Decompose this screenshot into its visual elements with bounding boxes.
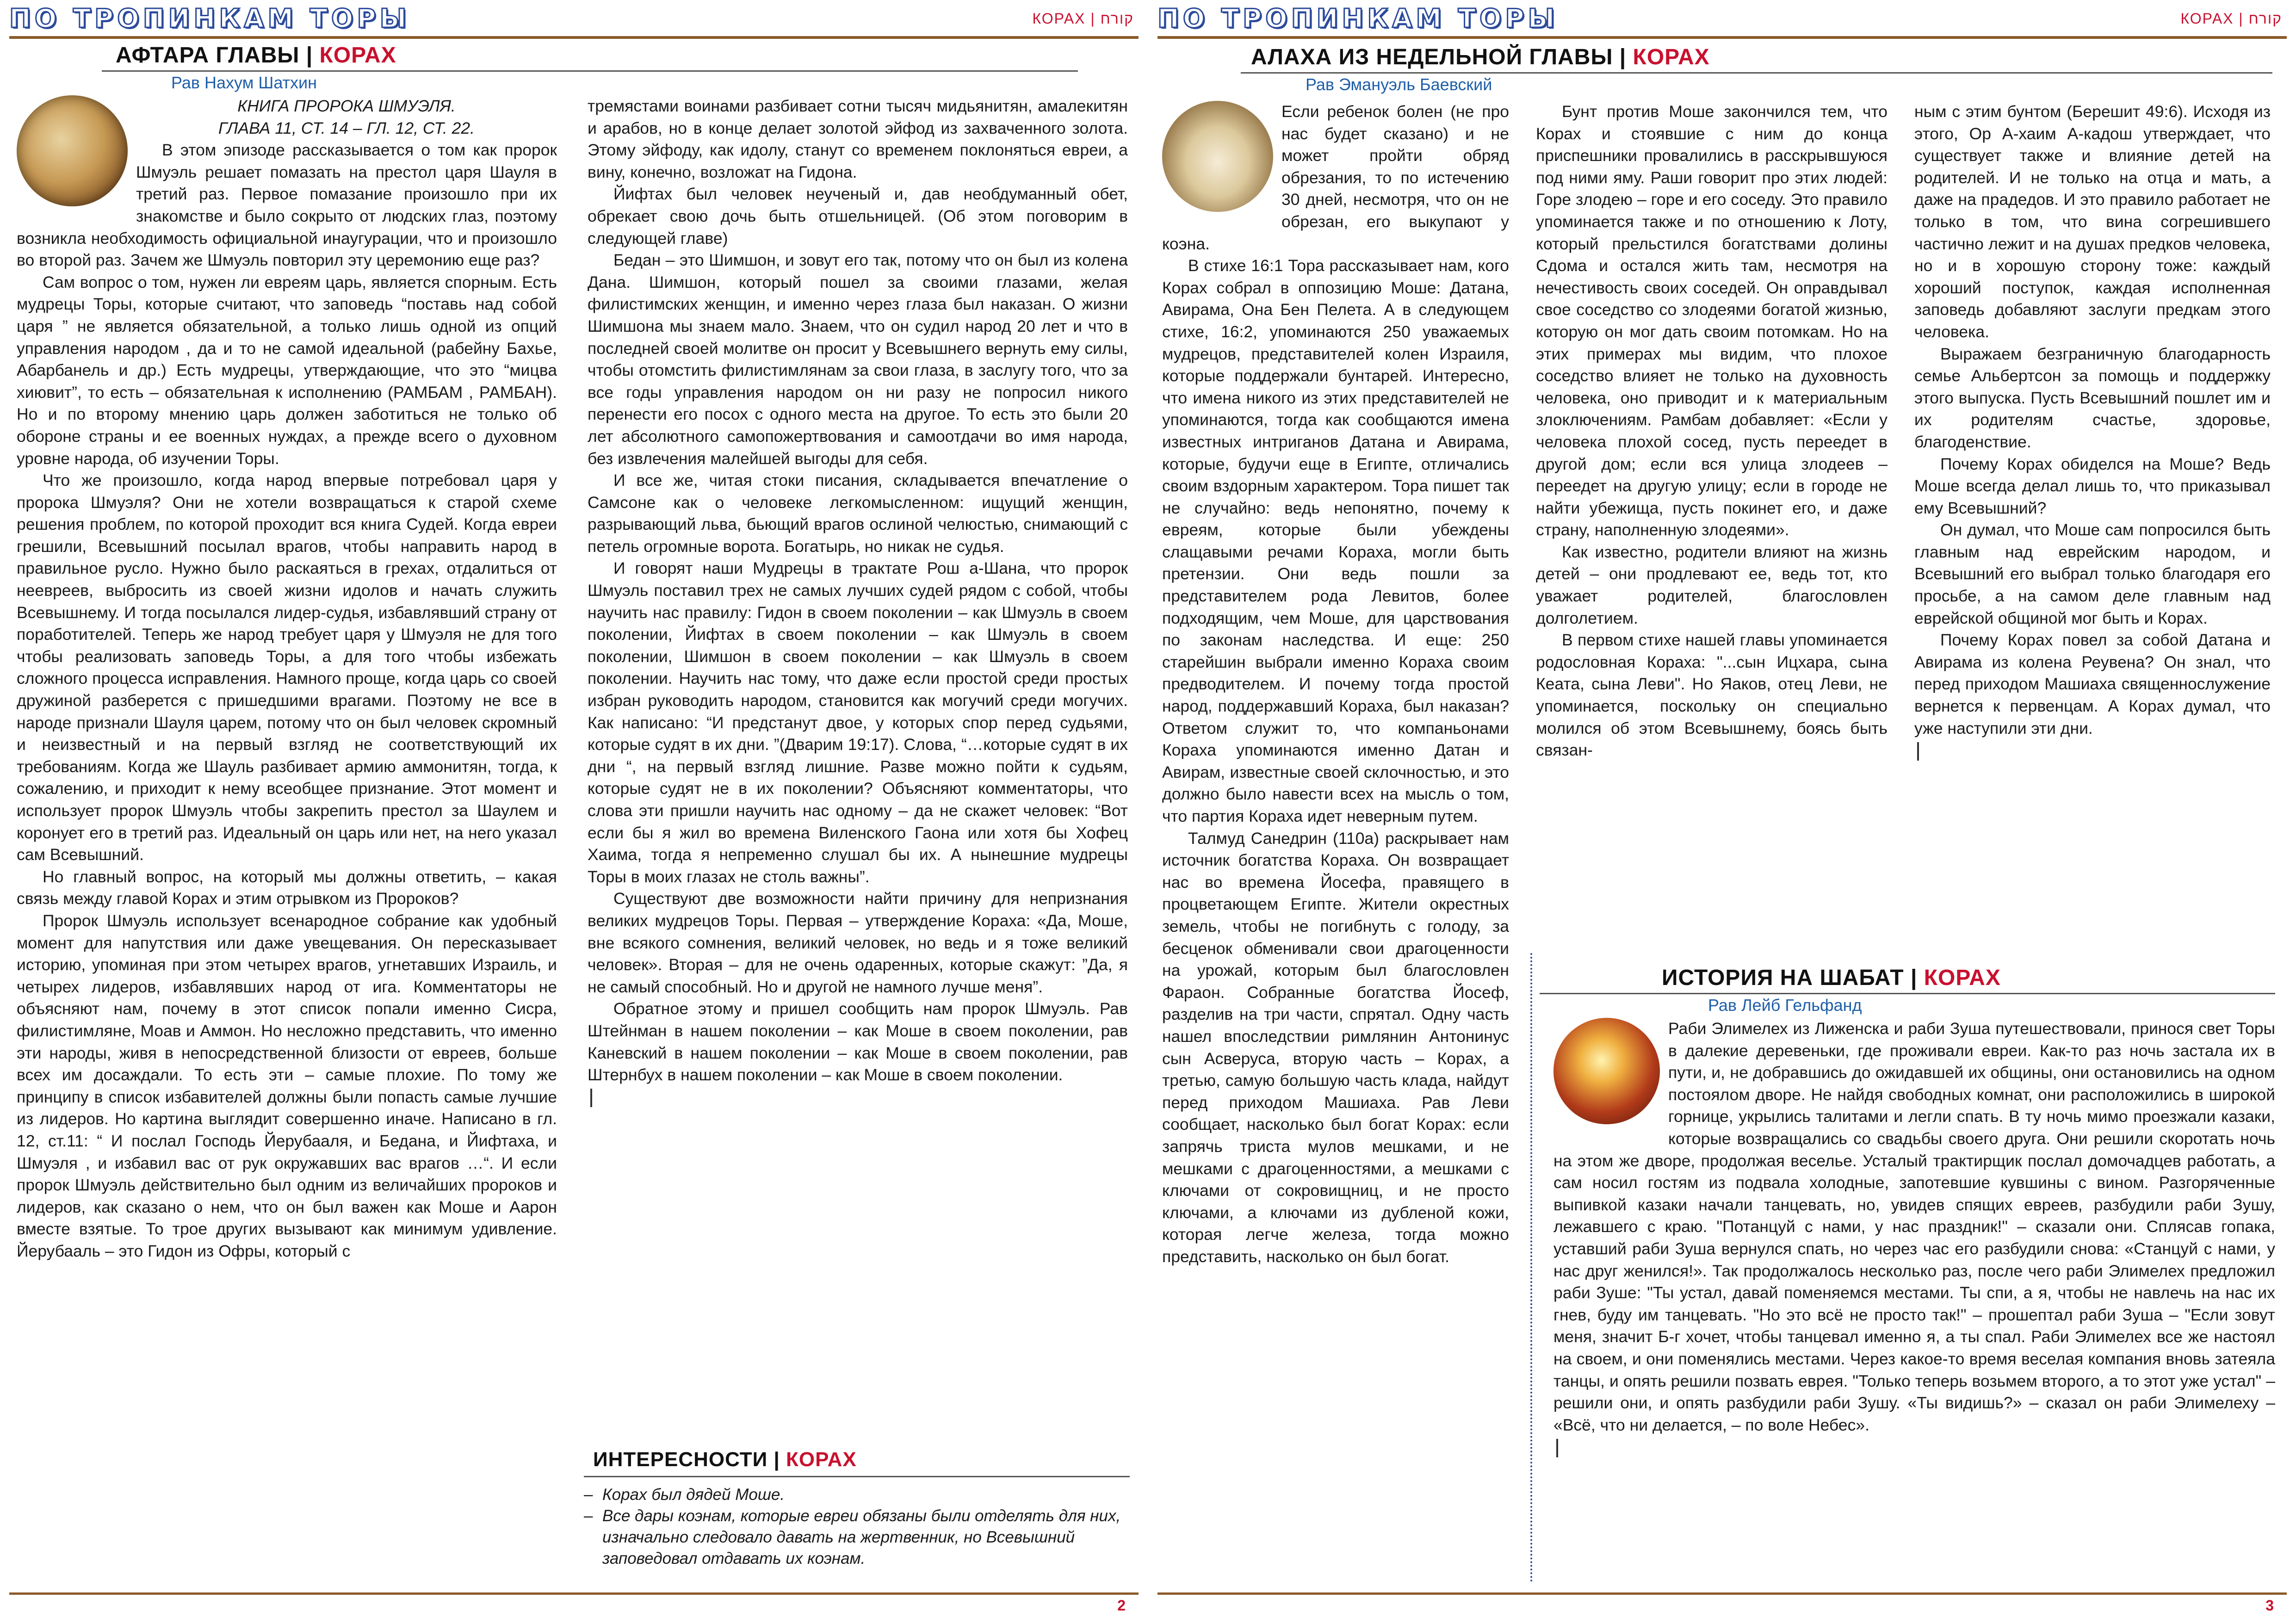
paragraph: Почему Корах повел за собой Датана и Авирама из колена Реувена? Он знал, что перед приходом Машиаха священнослужение вернется к первенцам. А Корах думал, что уже наступили эти дни.	[1914, 631, 2271, 737]
parsha-label: КОРАХ | קורח	[1032, 10, 1134, 27]
paragraph: Что же произошло, когда народ впервые потребовал царя у пророка Шмуэля? Они не хотели возвращаться к старой схеме решения проблем, по которой проходит вся книга Судей. Когда евреи грешили, Всевышний посылал врагов, чтобы направить народ в правильное русло. Нужно было раскаяться в грехах, отдалиться от неевреев, выбросить из своей жизни идолов и начать служить Всевышнему. И тогда посылался лидер-судья, избавлявший страну от поработителей. Теперь же народ требует царя у Шмуэля не для того чтобы реализовать заповедь Торы, а для того чтобы избежать сложного процесса исправления. Намного проще, когда царь со своей дружиной разберется с пришедшими врагами. Поэтому не все в народе признали Шауля царем, потому что он был человек скромный и неизвестный и на первый взгляд не соответствующий их требованиям. Когда же Шауль разбивает армию аммонитян, тогда, к сожалению, и приходит к нему всеобщее признание. Этот момент и использует пророк Шмуэль чтобы закрепить престол за Шаулем и коронует его в третий раз. Идеальный он царь или нет, на него указал сам Всевышний.	[17, 471, 557, 864]
haftara-title-rule	[102, 70, 1078, 72]
open-book-photo	[1162, 101, 1273, 212]
haftara-source-chapter: ГЛАВА 11, СТ. 14 – ГЛ. 12, СТ. 22.	[218, 118, 475, 137]
column-divider-dotted	[1530, 953, 1532, 1582]
paragraph: Бунт против Моше закончился тем, что Корах и стоявшие с ним до конца приспешники провалились в расскрывшуюся под ними яму. Раши говорит про этих людей: Горе злодею – горе и его соседу. Это правило упоминается также и по отношению к Лоту, который прельстился богатствами долины Сдома и остался жить там, несмотря на нечестивость своих соседей. Он оправдывал свое соседство со злодеями богатой жизнью, которую он мог дать своим потомкам. Но на этих примерах мы видим, что плохое соседство влияет не только на духовность человека, оно приводит и к материальным злоключениям. Рамбам добавляет: «Если у человека плохой сосед, пусть переедет в другой дом; если вся улица злодеев – переедет на другую улицу; если в городе не найти убежища, пусть покинет его, и даже страну, наполненную злодеями».	[1536, 102, 1888, 539]
shabbat-title: ИСТОРИЯ НА ШАБАТ | КОРАХ	[1662, 966, 2001, 990]
haftara-source-book: КНИГА ПРОРОКА ШМУЭЛЯ.	[237, 97, 456, 115]
paragraph: Как известно, родители влияют на жизнь детей – они продлевают ее, ведь тот, кто уважает родителей, благословлен долголетием.	[1536, 542, 1888, 627]
paragraph: Выражаем безграничную благодарность семье Альбертсон за помощь и поддержку этого выпуска. Пусть Всевышний пошлет им и их родителям счастье, здоровье, благоденствие.	[1914, 344, 2271, 451]
curiosities-title-rule	[584, 1476, 1130, 1477]
paragraph: Йифтах был человек неученый и, дав необдуманный обет, обрекает свою дочь быть отшельницей. (Об этом поговорим в следующей главе)	[588, 185, 1128, 248]
curiosities-title: ИНТЕРЕСНОСТИ | КОРАХ	[593, 1448, 857, 1471]
newsletter-title: ПО ТРОПИНКАМ ТОРЫ	[1157, 4, 1559, 34]
halacha-title-rule	[1241, 72, 2272, 74]
page-number: 3	[2265, 1597, 2274, 1614]
footer-rule	[1157, 1592, 2287, 1595]
paragraph: В стихе 16:1 Тора рассказывает нам, кого Корах собрал в оппозицию Моше: Датана, Авирама, Она Бен Пелета. А в следующем стихе, 16:2, упоминаются 250 уважаемых мудрецов, представителей колен Израиля, которые поддержали бунтарей. Интересно, что имена никого из этих представителей не упоминаются, тогда как сообщаются имена известных интриганов Датана и Авирама, которые, будучи еще в Египте, отличались своим вздорным характером. Тора пишет так не случайно: ведь непонятно, почему к евреям, которые были убеждены слащавыми речами Кораха, могли быть претензии. Они ведь пошли за представителем рода Левитов, более подходящим, чем Моше, для царствования по законам наследства. И еще: 250 старейшин выбрали именно Кораха своим предводителем. И почему тогда простой народ, поддержавший Кораха, был наказан? Ответом служит то, что компаньонами Кораха упоминаются именно Датан и Авирам, известные своей склочностью, и это должно было навести всех на мысль о том, что партия Кораха идет неверным путем.	[1162, 256, 1509, 825]
masthead	[1157, 4, 2287, 32]
shabbat-candles-photo	[1553, 1018, 1660, 1124]
paragraph: Но главный вопрос, на который мы должны ответить, – какая связь между главой Корах и этим отрывком из Пророков?	[17, 867, 557, 908]
paragraph: Он думал, что Моше сам попросился быть главным над еврейским народом, и Всевышний его выбрал только благодаря его просьбе, а на самом деле главным над еврейской общиной мог быть и Корах.	[1914, 520, 2271, 627]
halacha-column-1	[1162, 101, 1509, 1268]
paragraph: ным с этим бунтом (Берешит 49:6). Исходя из этого, Ор А-хаим А-кадош утверждает, что существует также и влияние детей на родителей. И не только на отца и мать, а даже на прадедов. И это правило работает не только в том, что вина согрешившего частично лежит и на душах предков человека, но и в хорошую сторону тоже: каждый хороший поступок, каждая исполненная заповедь добавляют заслуги предкам этого человека.	[1914, 102, 2271, 341]
paragraph: В первом стихе нашей главы упоминается родословная Кораха: "...сын Ицхара, сына Кеата, сына Леви". Но Яаков, отец Леви, не упоминается, поскольку он специально молился об этом Всевышнему, боясь быть связан-	[1536, 631, 1888, 760]
halacha-author: Рав Эмануэль Баевский	[1306, 75, 1492, 94]
curiosities-list	[584, 1484, 1130, 1569]
curiosity-item: – Все дары коэнам, которые евреи обязаны были отделять для них, изначально следовало давать на жертвенник, но Всевышний заповедовал отдавать их коэнам.	[584, 1505, 1130, 1569]
header-rule	[1157, 36, 2287, 39]
paragraph: Бедан – это Шимшон, и зовут его так, потому что он был из колена Дана. Шимшон, который пошел за своими глазами, желая филистимских женщин, и именно через глаза был наказан. О жизни Шимшона мы знаем мало. Знаем, что он судил народ 20 лет и что в последней своей молитве он просит у Всевышнего вернуть ему силы, чтобы отомстить филистимлянам за свои глаза, в заслугу того, что за все годы управления народом он ни разу не попросил никого перенести его посох с одного места на другое. То есть это были 20 лет абсолютного самопожертвования и самоотдачи во имя народа, без извлечения малейшей выгоды для себя.	[588, 251, 1128, 468]
paragraph: Если ребенок болен (не про нас будет сказано) и не может пройти обряд обрезания, то по истечению 30 дней, несмотря, что он не обрезан, его выкупают у коэна.	[1162, 102, 1509, 253]
paragraph: Раби Элимелех из Лиженска и раби Зуша путешествовали, принося свет Торы в далекие деревеньки, где проживали евреи. Как-то раз ночь застала их в пути, и, не добравшись до ожидавшей их общины, они остановились на одном постоялом дворе. Не найдя свободных комнат, они расположились в широкой горнице, укрылись талитами и легли спать. В ту ночь мимо проезжали казаки, которые возвращались со свадьбы своего друга. Они решили скоротать ночь на этом же дворе, продолжая веселье. Усталый трактирщик послал домочадцев работать, а сам носил гостям из подвала холодные, запотевшие кувшины с вином. Разгоряченные выпивкой казаки начали танцевать, но, увидев спящих евреев, разбудили раби Зушу, лежавшего с краю. "Потанцуй с нами, у нас праздник!" – сказали они. Сплясав гопака, уставший раби Зуша вернулся спать, но через час его разбудили снова: «Станцуй с нами, у нас друг женился!». Так продолжалось несколько раз, после чего раби Элимелех предложил раби Зуше: "Ты устал, давай поменяемся местами. Ты спи, а я, чтобы не навлечь на нас их гнев, буду им танцевать. "Но это всё не просто так!" – прошептал раби Зуша – "Если зовут меня, значит Б-г хочет, чтобы танцевал именно я, а ты спал. Раби Элимелех все же настоял на своем, и они поменялись местами. Через какое-то время веселая компания вновь затеяла танцы, и опять решили позвать еврея. "Только теперь возьмем второго, а то этот уже устал" – решили они, и опять разбудили раби Зушу. «Ты видишь?» – сказал он раби Элимелеху – «Всё, что ни делается, – по воле Небес».	[1553, 1019, 2275, 1434]
paragraph: Талмуд Санедрин (110а) раскрывает нам источник богатства Кораха. Он возвращает нас во времена Йосефа, правящего в процветающем Египте. Жители окрестных земель, чтобы не погибнуть с голоду, за бесценок обменивали свои драгоценности на урожай, которым был благословлен Фараон. Собранные богатства Йосеф, разделив на три части, спрятал. Одну часть нашел впоследствии римлянин Антонинус сын Асверуса, вторую часть – Корах, а третью, самую большую часть клада, найдут перед приходом Машиаха. Рав Леви сообщает, насколько был богат Корах: если запрячь триста мулов мешками, и не мешками с драгоценностями, а мешками с ключами от сокровищниц, и не просто ключами, а ключами из дубленой кожи, которая легче железа, тогда можно представить, насколько он был богат.	[1162, 829, 1509, 1266]
shabbat-author: Рав Лейб Гельфанд	[1708, 996, 1862, 1015]
paragraph: Обратное этому и пришел сообщить нам пророк Шмуэль. Рав Штейнман в нашем поколении – как Моше в своем поколении, рав Каневский в нашем поколении – как Моше в своем поколении, рав Штернбух в нашем поколении – как Моше в своем поколении.	[588, 999, 1128, 1084]
halacha-title: АЛАХА ИЗ НЕДЕЛЬНОЙ ГЛАВЫ | КОРАХ	[1251, 45, 1710, 69]
end-mark	[1556, 1439, 1558, 1457]
paragraph: Существуют две возможности найти причину для непризнания великих мудрецов Торы. Первая – утверждение Кораха: «Да, Моше, вне всякого сомнения, великий человек, но ведь и я тоже великий человек». Вторая – для не очень одаренных, которые скажут: ”Да, я не самый способный. Но и другой не намного лучше меня”.	[588, 889, 1128, 996]
page-3	[1148, 0, 2296, 1623]
shabbat-title-rule	[1540, 993, 2275, 994]
haftara-author: Рав Нахум Шатхин	[171, 73, 317, 92]
paragraph: И все же, читая стоки писания, складывается впечатление о Самсоне как о человеке легкомысленном: ищущий женщин, разрывающий льва, бьющий врагов ослиной челюстью, снимающий с петель огромные ворота. Богатырь, но никак не судья.	[588, 471, 1128, 556]
parsha-label: КОРАХ | קורח	[2180, 10, 2282, 27]
paragraph: В этом эпизоде рассказывается о том как пророк Шмуэль решает помазать на престол царя Шауля в третий раз. Первое помазание произошло при их знакомстве и было сокрыто от людских глаз, поэтому возникла необходимость официальной инаугурации, что и произошло во второй раз. Зачем же Шмуэль повторил эту церемонию еще раз?	[17, 141, 557, 270]
end-mark	[590, 1089, 592, 1107]
page-number: 2	[1117, 1597, 1126, 1614]
halacha-column-3	[1914, 101, 2271, 762]
paragraph: Пророк Шмуэль использует всенародное собрание как удобный момент для напутствия или даже увещевания. Он пересказывает историю, упоминая при этом четырех врагов, угнетавших Израиль, и четырех лидеров, избавлявших народ от ига. Комментаторы не объясняют нам, почему в этот список попали именно Сисра, филистимляне, Моав и Аммон. Но несложно представить, что именно эти народы, живя в непосредственной близости от евреев, больше всех им досаждали. То есть эти – самые плохие. По тому же принципу в список избавителей должны были попасть самые лучшие из лидеров. Но картина выглядит совершенно иначе. Написано в гл. 12, ст.11: “ И послал Господь Йерубааля, и Бедана, и Йифтаха, и Шмуэля , и избавил вас от рук окружавших вас врагов …“. И если пророк Шмуэль действительно был одним из величайших пророков и лидеров, как сказано о нем, что он был важен как Моше и Аарон вместе взятые. То трое других вызывают как минимум удивление. Йерубааль – это Гидон из Офры, который с	[17, 911, 557, 1260]
header-rule	[9, 36, 1139, 39]
paragraph: Почему Корах обиделся на Моше? Ведь Моше всегда делал лишь то, что приказывал ему Всевышний?	[1914, 454, 2271, 517]
haftara-title: АФТАРА ГЛАВЫ | КОРАХ	[116, 43, 396, 68]
haftara-column-2	[588, 95, 1128, 1108]
halacha-column-2	[1536, 101, 1888, 762]
end-mark	[1917, 742, 1919, 761]
newsletter-title: ПО ТРОПИНКАМ ТОРЫ	[9, 4, 410, 34]
haftara-column-1	[17, 95, 557, 1262]
torah-scroll-photo	[17, 95, 128, 206]
paragraph: Сам вопрос о том, нужен ли евреям царь, является спорным. Есть мудрецы Торы, которые считают, что заповедь “поставь над собой царя ” не является обязательной, а только лишь одной из опций управления народом , да и то не самой идеальной (рабейну Бахье, Абарбанель и др.) Есть мудрецы, утверждающие, что это “мицва хиювит”, то есть – обязательная к исполнению (РАМБАМ , РАМБАН). Но и по второму мнению царь должен заботиться не только об обороне страны и ее военных нуждах, а прежде всего о духовном уровне народа, об изучении Торы.	[17, 273, 557, 468]
paragraph: тремястами воинами разбивает сотни тысяч мидьянитян, амалекитян и арабов, но в конце делает золотой эйфод из захваченного золота. Этому эйфоду, как идолу, станут со временем поклоняться евреи, а вину, конечно, возложат на Гидона.	[588, 97, 1128, 181]
paragraph: И говорят наши Мудрецы в трактате Рош а-Шана, что пророк Шмуэль поставил трех не самых лучших судей рядом с собой, чтобы научить нас правилу: Гидон в своем поколении – как Шмуэль в своем поколении, Йифтах в своем поколении – как Шмуэль в своем поколении, Шимшон в своем поколении – как Шмуэль в своем поколении. Научить нас тому, что даже если простой среди простых избран руководить народом, становится как могучий среди могучих. Как написано: “И предстанут двое, у которых спор перед судьями, которые судят в их дни. ”(Дварим 19:17). Слова, “…которые судят в их дни “, на первый взгляд лишние. Разве можно пойти к судьям, которые судят не в их поколении? Объясняют комментаторы, что слова эти пришли научить нас одному – да не скажет человек: “Вот если бы я жил во времена Виленского Гаона или хотя бы Хофец Хаима, тогда я непременно слушал бы их. А нынешние мудрецы Торы в моих глазах не столь важны”.	[588, 559, 1128, 886]
masthead	[9, 4, 1139, 32]
curiosity-item: – Корах был дядей Моше.	[584, 1484, 1130, 1505]
footer-rule	[9, 1592, 1139, 1595]
shabbat-story	[1553, 1018, 2275, 1458]
